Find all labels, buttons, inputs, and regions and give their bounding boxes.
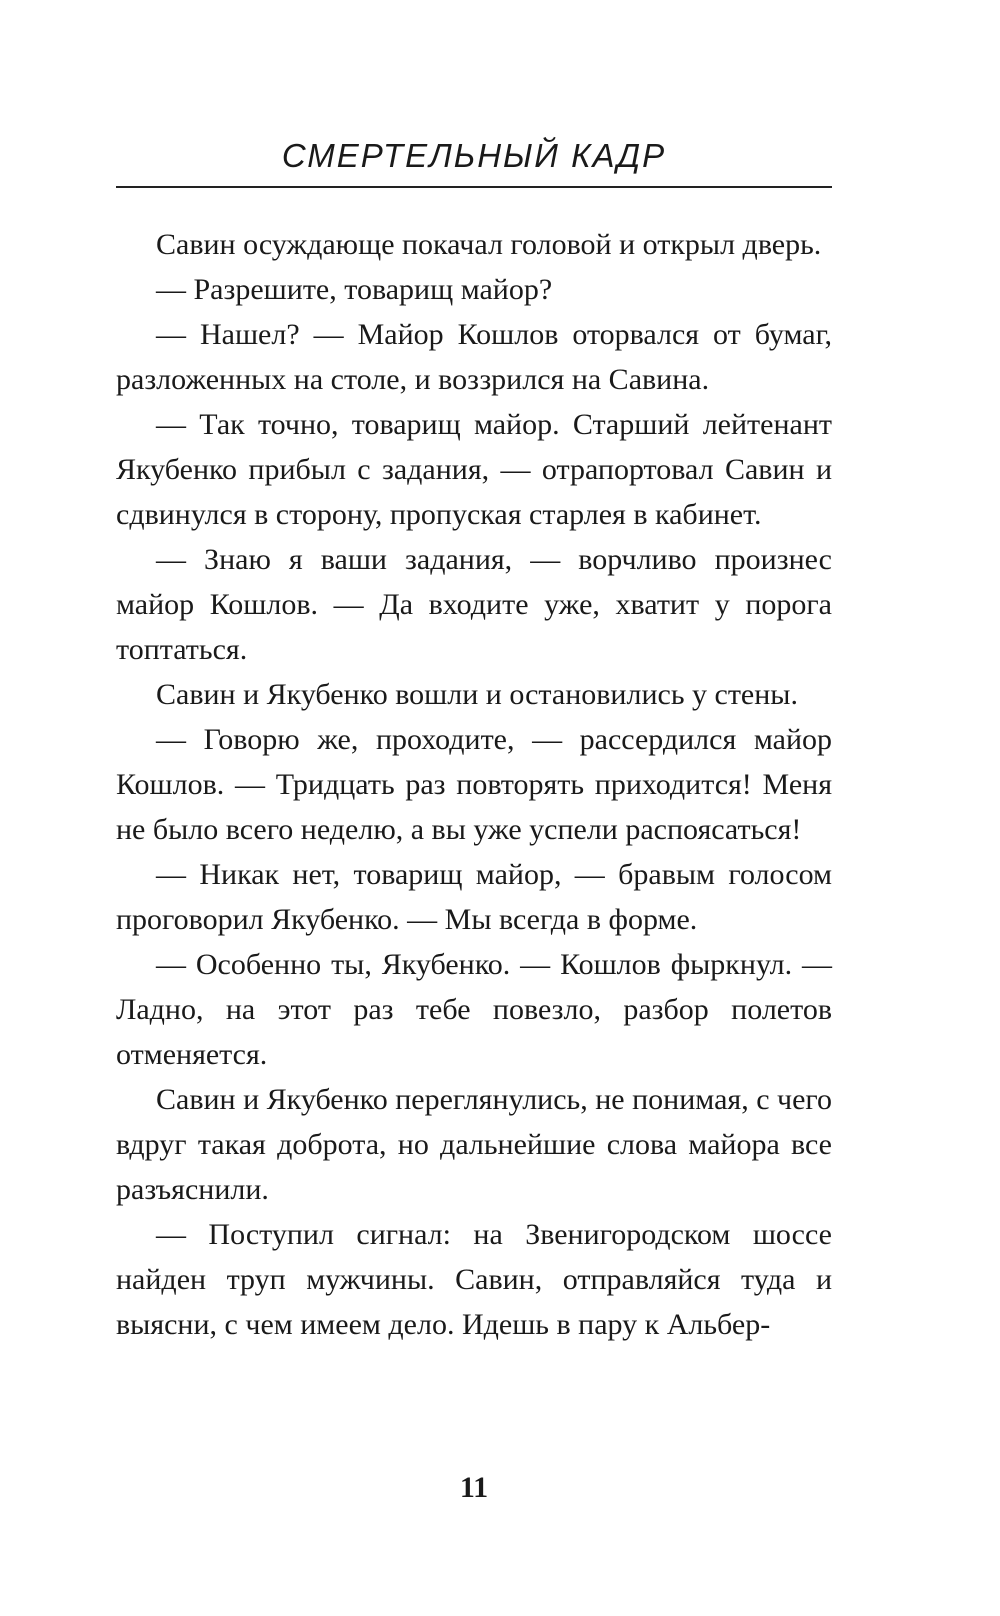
paragraph: Савин и Якубенко вошли и остановились у стены. <box>156 678 798 711</box>
paragraph: — Особенно ты, Якубенко. — Кошлов фыркнул. — Ладно, на этот раз тебе повезло, разбор полетов отменяется. <box>116 948 832 1071</box>
paragraph: — Нашел? — Майор Кошлов оторвался от бумаг, разложенных на столе, и воззрился на Савина. <box>116 318 832 396</box>
paragraph: Савин и Якубенко переглянулись, не понимая, с чего вдруг такая доброта, но дальнейшие слова майора все разъяснили. <box>116 1083 832 1206</box>
header-rule <box>116 186 832 188</box>
paragraph: — Говорю же, проходите, — рассердился майор Кошлов. — Тридцать раз повторять приходится! Меня не было всего неделю, а вы уже успели распоясаться! <box>116 723 832 846</box>
paragraph: — Разрешите, товарищ майор? <box>156 273 553 306</box>
page-number: 11 <box>459 1471 489 1504</box>
running-title: СМЕРТЕЛЬНЫЙ КАДР <box>281 137 667 174</box>
paragraph: — Знаю я ваши задания, — ворчливо произнес майор Кошлов. — Да входите уже, хватит у порога топтаться. <box>116 543 832 666</box>
paragraph: Савин осуждающе покачал головой и открыл дверь. <box>156 228 822 261</box>
body-text <box>116 222 832 1347</box>
paragraph: — Поступил сигнал: на Звенигородском шоссе найден труп мужчины. Савин, отправляйся туда и выясни, с чем имеем дело. Идешь в пару к Альбер- <box>116 1218 832 1341</box>
paragraph: — Так точно, товарищ майор. Старший лейтенант Якубенко прибыл с задания, — отрапортовал Савин и сдвинулся в сторону, пропуская старлея в кабинет. <box>116 408 832 531</box>
paragraph: — Никак нет, товарищ майор, — бравым голосом проговорил Якубенко. — Мы всегда в форме. <box>116 858 832 936</box>
